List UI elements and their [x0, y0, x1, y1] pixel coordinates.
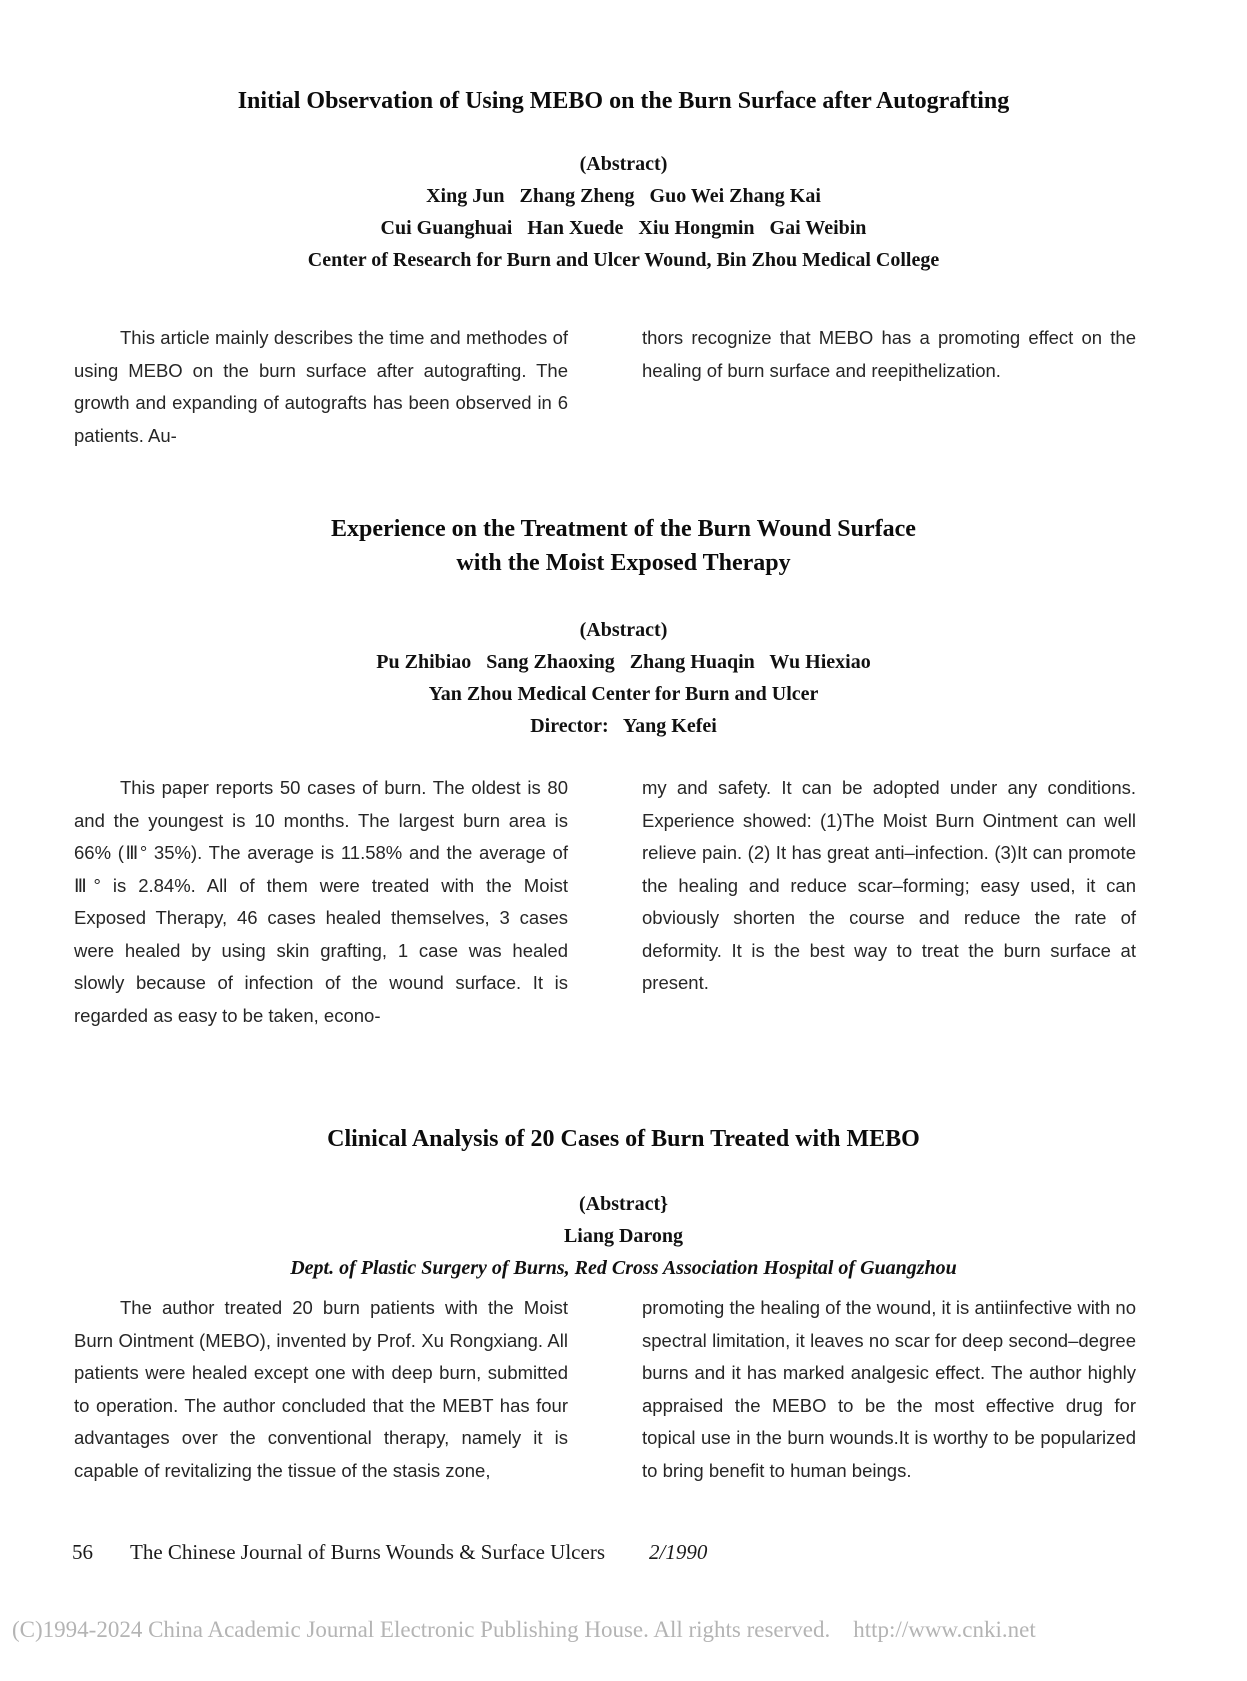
article-1-body: [74, 322, 1136, 452]
abstract-label: (Abstract}: [579, 1193, 668, 1215]
article-3: [0, 1122, 1247, 1156]
director: Director: Yang Kefei: [530, 715, 717, 737]
article-1-meta: [0, 148, 1247, 276]
abstract-text: This article mainly describes the time and methodes of using MEBO on the burn surface after autografting. The growth and expanding of autografts has been observed in 6 patients. Au-: [74, 327, 568, 446]
abstract-text: This paper reports 50 cases of burn. The oldest is 80 and the youngest is 10 months. The largest burn area is 66% (Ⅲ° 35%). The average is 11.58% and the average of Ⅲ° is 2.84%. All of them were treated with the Moist Exposed Therapy, 46 cases healed themselves, 3 cases were healed by using skin grafting, 1 case was healed slowly because of infection of the wound surface. It is regarded as easy to be taken, econo-: [74, 777, 568, 1026]
affiliation: Center of Research for Burn and Ulcer Wound, Bin Zhou Medical College: [307, 249, 940, 271]
journal-name: The Chinese Journal of Burns Wounds & Surface Ulcers: [130, 1540, 605, 1564]
left-column: [74, 322, 568, 452]
abstract-text: thors recognize that MEBO has a promoting effect on the healing of burn surface and reepithelization.: [642, 327, 1136, 381]
abstract-text: my and safety. It can be adopted under any conditions. Experience showed: (1)The Moist Burn Ointment can well relieve pain. (2) It has great anti–infection. (3)It can promote the healing and reduce scar–forming; easy used, it can obviously shorten the course and reduce the rate of deformity. It is the best way to treat the burn surface at present.: [642, 777, 1136, 993]
article-2-meta: [0, 614, 1247, 742]
right-column: [642, 1292, 1136, 1487]
page-footer: [72, 1540, 1172, 1565]
copyright-notice: (C)1994-2024 China Academic Journal Electronic Publishing House. All rights reserved. http://www.cnki.net: [12, 1617, 1036, 1642]
article-2-body: [74, 772, 1136, 1032]
right-column: [642, 322, 1136, 452]
affiliation: Dept. of Plastic Surgery of Burns, Red Cross Association Hospital of Guangzhou: [290, 1257, 957, 1279]
authors-line: Pu Zhibiao Sang Zhaoxing Zhang Huaqin Wu Hiexiao: [376, 651, 871, 673]
article-2-title-line: with the Moist Exposed Therapy: [456, 550, 791, 576]
abstract-text: promoting the healing of the wound, it is antiinfective with no spectral limitation, it leaves no scar for deep second–degree burns and it has marked analgesic effect. The author highly appraised the MEBO to be the most effective drug for topical use in the burn wounds.It is worthy to be popularized to bring benefit to human beings.: [642, 1297, 1136, 1481]
authors-line: Liang Darong: [563, 1225, 684, 1247]
abstract-text: The author treated 20 burn patients with the Moist Burn Ointment (MEBO), invented by Prof. Xu Rongxiang. All patients were healed except one with deep burn, submitted to operation. The author concluded that the MEBT has four advantages over the conventional therapy, namely it is capable of revitalizing the tissue of the stasis zone,: [74, 1297, 568, 1481]
article-3-title: Clinical Analysis of 20 Cases of Burn Treated with MEBO: [327, 1126, 920, 1152]
page-number: 56: [72, 1540, 93, 1564]
article-1: [0, 84, 1247, 118]
affiliation: Yan Zhou Medical Center for Burn and Ulcer: [428, 683, 819, 705]
abstract-label: (Abstract): [579, 153, 668, 175]
article-1-title: Initial Observation of Using MEBO on the Burn Surface after Autografting: [237, 88, 1010, 114]
article-2: [0, 512, 1247, 580]
authors-line: Cui Guanghuai Han Xuede Xiu Hongmin Gai Weibin: [380, 217, 867, 239]
left-column: [74, 772, 568, 1032]
article-3-meta: [0, 1188, 1247, 1284]
article-3-body: [74, 1292, 1136, 1487]
article-2-title-line: Experience on the Treatment of the Burn Wound Surface: [331, 516, 916, 542]
issue-number: 2/1990: [649, 1540, 708, 1564]
authors-line: Xing Jun Zhang Zheng Guo Wei Zhang Kai: [426, 185, 821, 207]
abstract-label: (Abstract): [579, 619, 668, 641]
left-column: [74, 1292, 568, 1487]
right-column: [642, 772, 1136, 1032]
